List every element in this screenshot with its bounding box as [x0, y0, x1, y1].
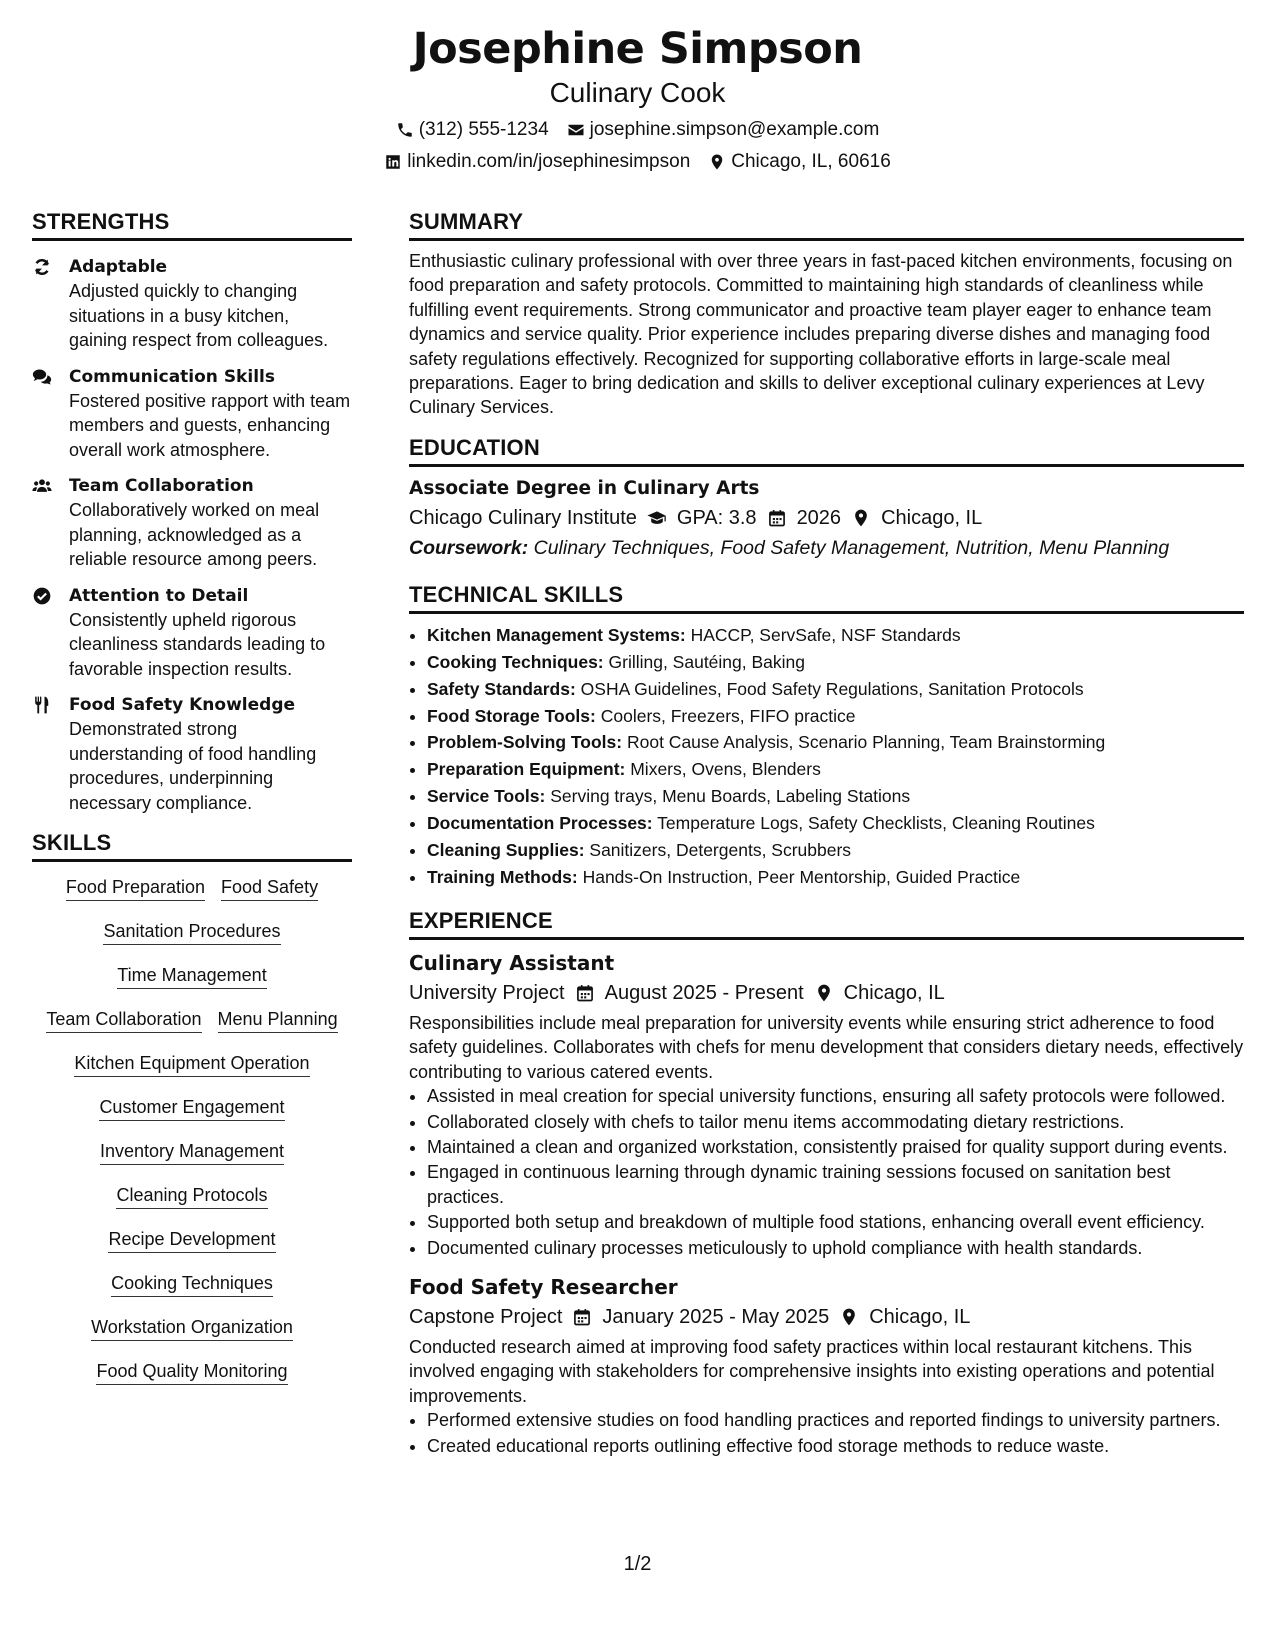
contact-row-1: [0, 118, 1275, 142]
email-contact[interactable]: [567, 118, 880, 142]
tech-value: Root Cause Analysis, Scenario Planning, Team Brainstorming: [626, 732, 1106, 753]
job-location-text: Chicago, IL: [869, 1305, 971, 1328]
list-item: • Maintained a clean and organized workstation, consistently praised for quality support during events.: [427, 1135, 1244, 1159]
left-column: [32, 208, 352, 1404]
skill-tag: Time Management: [117, 964, 266, 989]
dates-text: January 2025 - May 2025: [602, 1305, 830, 1328]
email-text: josephine.simpson@example.com: [589, 119, 880, 140]
strength-item: [32, 693, 352, 815]
resume-header: [0, 22, 1275, 174]
year-field: [767, 503, 842, 533]
education-heading: EDUCATION: [409, 434, 1244, 467]
gpa-text: GPA: 3.8: [676, 506, 757, 529]
strength-name: Food Safety Knowledge: [69, 695, 296, 715]
technical-skills-heading: TECHNICAL SKILLS: [409, 581, 1244, 614]
strengths-heading: STRENGTHS: [32, 208, 352, 241]
skill-tag: Food Quality Monitoring: [96, 1360, 287, 1385]
job-title: Culinary Cook: [549, 77, 726, 108]
list-item: • Supported both setup and breakdown of multiple food stations, enhancing overall event efficiency.: [427, 1210, 1244, 1234]
list-item: [427, 649, 1244, 676]
strength-desc: Demonstrated strong understanding of food handling procedures, underpinning necessary compliance.: [69, 719, 317, 813]
list-item: • Engaged in continuous learning through dynamic training sessions focused on sanitation best practices.: [427, 1160, 1244, 1209]
job-location: [839, 1302, 970, 1332]
job-bullets: [409, 1084, 1244, 1260]
strength-item: [32, 474, 352, 572]
list-item: [427, 703, 1244, 730]
comments-icon: [32, 365, 55, 463]
list-item: [427, 729, 1244, 756]
list-item: [427, 810, 1244, 837]
organization: University Project: [409, 981, 565, 1004]
map-marker-icon: [814, 983, 834, 1003]
location-text: Chicago, IL, 60616: [731, 151, 891, 172]
experience-entry: [409, 1272, 1244, 1458]
tech-value: OSHA Guidelines, Food Safety Regulations, Sanitation Protocols: [580, 678, 1084, 699]
coursework: [409, 533, 1244, 563]
tech-value: Sanitizers, Detergents, Scrubbers: [589, 840, 852, 861]
skill-tag: Kitchen Equipment Operation: [74, 1052, 309, 1077]
list-item: [427, 864, 1244, 891]
education-location-text: Chicago, IL: [881, 506, 983, 529]
skills-list: [32, 870, 352, 1404]
job-description: Conducted research aimed at improving food safety practices within local restaurant kitchens. This involved engaging with stakeholders for comprehensive insights into existing operations and potential improvements.: [409, 1336, 1215, 1406]
list-item: • Assisted in meal creation for special university functions, ensuring all safety protocols were followed.: [427, 1084, 1244, 1108]
map-marker-icon: [851, 508, 871, 528]
skill-tag: Team Collaboration: [46, 1008, 201, 1033]
tech-value: Grilling, Sautéing, Baking: [608, 651, 805, 672]
job-dates: [575, 978, 804, 1008]
strength-item: [32, 584, 352, 682]
graduation-cap-icon: [647, 508, 667, 528]
skill-tag: Cooking Techniques: [111, 1272, 273, 1297]
dates-text: August 2025 - Present: [604, 981, 804, 1004]
strength-name: Team Collaboration: [69, 476, 254, 496]
map-marker-icon: [839, 1307, 859, 1327]
education-location: [851, 503, 982, 533]
list-item: [427, 622, 1244, 649]
job-description: Responsibilities include meal preparation for university events while ensuring strict adherence to food safety guidelines. Collaborates with chefs for menu development that considers dietary needs, effectively contributing to various catered events.: [409, 1012, 1244, 1082]
contact-row-2: [0, 150, 1275, 174]
phone-contact[interactable]: [396, 118, 549, 142]
job-dates: [572, 1302, 829, 1332]
check-circle-icon: [32, 584, 55, 682]
users-icon: [32, 474, 55, 572]
skill-tag: Customer Engagement: [99, 1096, 284, 1121]
tech-label: Cooking Techniques:: [427, 651, 604, 672]
strength-name: Adaptable: [69, 257, 168, 277]
list-item: [427, 756, 1244, 783]
utensils-icon: [32, 693, 55, 815]
skill-tag: Sanitation Procedures: [103, 920, 280, 945]
coursework-label: Coursework:: [409, 536, 529, 559]
phone-text: (312) 555-1234: [418, 119, 549, 140]
strength-name: Attention to Detail: [69, 585, 249, 606]
tech-label: Documentation Processes:: [427, 813, 653, 834]
list-item: • Performed extensive studies on food handling practices and reported findings to university partners.: [427, 1408, 1244, 1432]
job-location-text: Chicago, IL: [843, 981, 945, 1004]
list-item: [427, 783, 1244, 810]
list-item: • Collaborated closely with chefs to tailor menu items accommodating dietary restrictions.: [427, 1110, 1244, 1134]
tech-label: Service Tools:: [427, 786, 546, 807]
job-meta: [409, 1302, 1244, 1332]
tech-label: Safety Standards:: [427, 678, 576, 699]
linkedin-icon: [384, 153, 402, 171]
tech-value: Temperature Logs, Safety Checklists, Cleaning Routines: [657, 813, 1095, 834]
skill-tag: Menu Planning: [218, 1008, 338, 1033]
summary-heading: SUMMARY: [409, 208, 1244, 241]
job-meta: [409, 978, 1244, 1008]
skill-tag: Recipe Development: [108, 1228, 275, 1253]
location-contact: [708, 150, 891, 174]
technical-skills-list: [409, 622, 1244, 891]
strength-desc: Fostered positive rapport with team members and guests, enhancing overall work atmosphere.: [69, 390, 351, 460]
tech-value: Mixers, Ovens, Blenders: [630, 759, 821, 780]
tech-value: Coolers, Freezers, FIFO practice: [600, 705, 856, 726]
gpa-field: [647, 503, 757, 533]
skill-tag: Food Preparation: [66, 876, 205, 901]
linkedin-contact[interactable]: [384, 150, 690, 174]
position-title: Food Safety Researcher: [409, 1274, 678, 1299]
skill-tag: Food Safety: [221, 876, 318, 901]
calendar-icon: [572, 1307, 592, 1327]
job-bullets: [409, 1408, 1244, 1458]
tech-label: Preparation Equipment:: [427, 759, 626, 780]
tech-label: Problem-Solving Tools:: [427, 732, 623, 753]
organization: Capstone Project: [409, 1305, 563, 1328]
skill-tag: Cleaning Protocols: [116, 1184, 267, 1209]
list-item: • Documented culinary processes meticulously to uphold compliance with health standards.: [427, 1236, 1244, 1260]
tech-label: Cleaning Supplies:: [427, 840, 585, 861]
school-name: Chicago Culinary Institute: [409, 506, 637, 529]
list-item: [427, 837, 1244, 864]
phone-icon: [396, 121, 414, 139]
map-marker-icon: [708, 153, 726, 171]
strength-desc: Collaboratively worked on meal planning, acknowledged as a reliable resource among peers.: [69, 500, 320, 569]
sync-icon: [32, 255, 55, 353]
envelope-icon: [567, 121, 585, 139]
strength-desc: Adjusted quickly to changing situations in a busy kitchen, gaining respect from colleagues.: [69, 281, 329, 350]
tech-label: Training Methods:: [427, 867, 578, 887]
position-title: Culinary Assistant: [409, 950, 615, 975]
linkedin-text: linkedin.com/in/josephinesimpson: [407, 151, 691, 172]
candidate-name: Josephine Simpson: [412, 24, 863, 74]
tech-label: Food Storage Tools:: [427, 705, 596, 726]
tech-value: HACCP, ServSafe, NSF Standards: [690, 624, 961, 645]
degree-name: Associate Degree in Culinary Arts: [409, 477, 760, 499]
tech-value: Hands-On Instruction, Peer Mentorship, Guided Practice: [582, 867, 1021, 887]
right-column: [409, 208, 1244, 1470]
tech-value: Serving trays, Menu Boards, Labeling Stations: [550, 786, 911, 807]
strength-desc: Consistently upheld rigorous cleanliness standards leading to favorable inspection results.: [69, 609, 326, 679]
year-text: 2026: [796, 506, 842, 529]
summary-text: Enthusiastic culinary professional with over three years in fast-paced kitchen environments, focusing on food preparation and safety protocols. Committed to maintaining high standards of cleanliness while fulfilling event requirements. Strong communicator and proactive team player eager to enhance team dynamics and service quality. Prior experience includes preparing diverse dishes and managing food safety regulations effectively. Recognized for supporting collaborative efforts in large-scale meal preparations. Eager to bring dedication and skills to deliver exceptional culinary experiences at Levy Culinary Services.: [409, 251, 1233, 418]
strength-item: [32, 365, 352, 463]
tech-label: Kitchen Management Systems:: [427, 624, 686, 645]
job-location: [814, 978, 945, 1008]
coursework-text: Culinary Techniques, Food Safety Management, Nutrition, Menu Planning: [533, 536, 1170, 559]
experience-heading: EXPERIENCE: [409, 907, 1244, 940]
strength-item: [32, 255, 352, 353]
calendar-icon: [575, 983, 595, 1003]
skills-heading: SKILLS: [32, 829, 352, 862]
education-meta: [409, 503, 1244, 533]
skill-tag: Inventory Management: [100, 1140, 284, 1165]
page-number: 1/2: [623, 1553, 652, 1575]
experience-entry: [409, 948, 1244, 1260]
strength-name: Communication Skills: [69, 366, 275, 387]
skill-tag: Workstation Organization: [91, 1316, 293, 1341]
list-item: • Created educational reports outlining effective food storage methods to reduce waste.: [427, 1434, 1244, 1458]
list-item: [427, 676, 1244, 703]
calendar-icon: [767, 508, 787, 528]
